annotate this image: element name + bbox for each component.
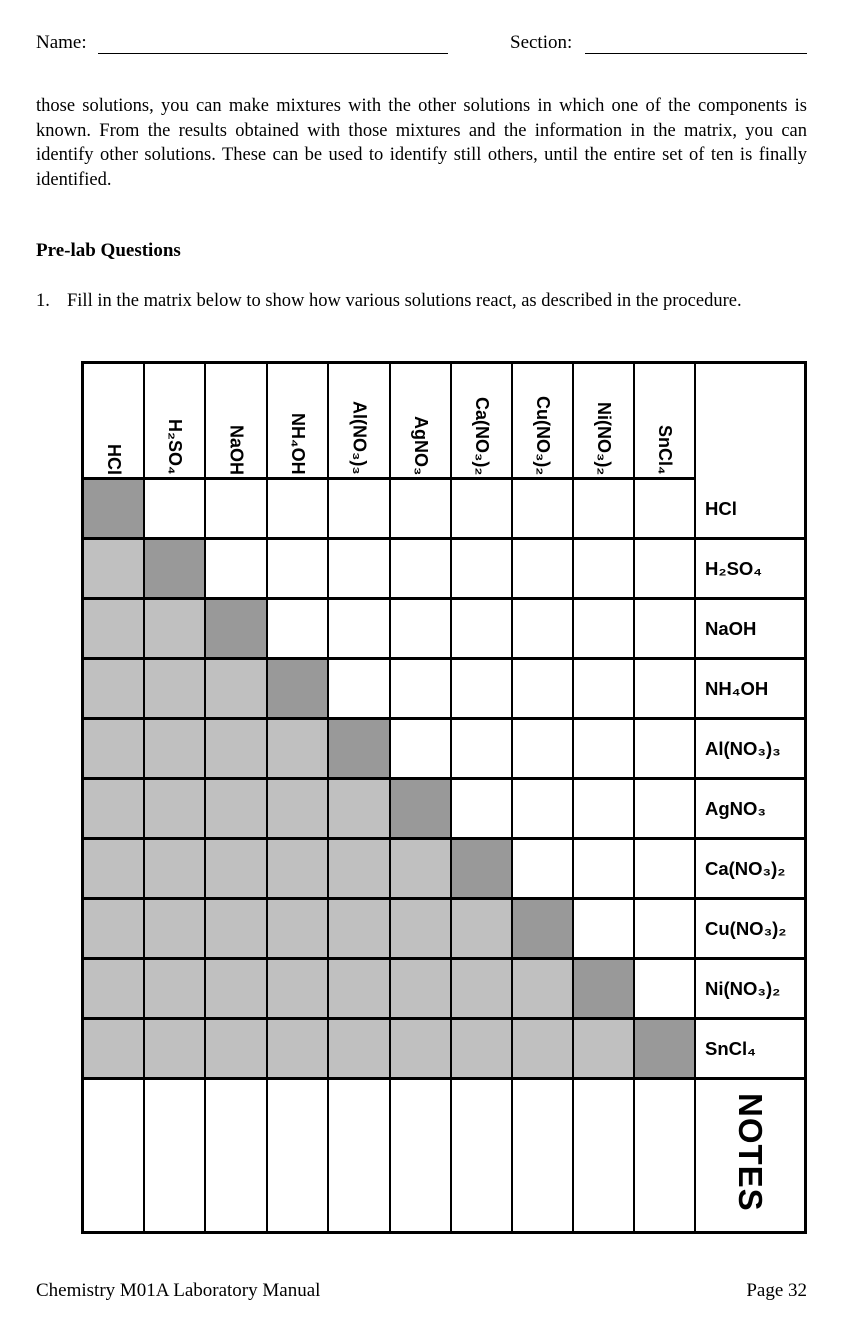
- matrix-cell[interactable]: [268, 540, 329, 600]
- matrix-cell[interactable]: [329, 660, 391, 720]
- notes-cell[interactable]: [329, 1080, 391, 1231]
- matrix-cell[interactable]: [574, 780, 635, 840]
- section-blank-line[interactable]: [585, 53, 807, 54]
- matrix-cell[interactable]: [145, 480, 206, 540]
- matrix-cell-shaded: [268, 900, 329, 960]
- matrix-cell[interactable]: [513, 480, 574, 540]
- matrix-cell[interactable]: [574, 900, 635, 960]
- matrix-cell-diagonal: [513, 900, 574, 960]
- matrix-cell[interactable]: [635, 780, 696, 840]
- matrix-cell-shaded: [206, 780, 268, 840]
- matrix-cell[interactable]: [635, 660, 696, 720]
- matrix-cell[interactable]: [391, 480, 452, 540]
- row-label: H₂SO₄: [696, 540, 804, 600]
- notes-cell[interactable]: [84, 1080, 145, 1231]
- matrix-cell-shaded: [452, 1020, 513, 1080]
- matrix-cell-diagonal: [391, 780, 452, 840]
- matrix-cell[interactable]: [391, 600, 452, 660]
- matrix-cell-shaded: [84, 960, 145, 1020]
- matrix-cell-shaded: [206, 720, 268, 780]
- notes-cell[interactable]: [452, 1080, 513, 1231]
- row-label: Ca(NO₃)₂: [696, 840, 804, 900]
- matrix-cell[interactable]: [329, 480, 391, 540]
- matrix-cell[interactable]: [635, 600, 696, 660]
- matrix-cell[interactable]: [452, 720, 513, 780]
- notes-cell[interactable]: [206, 1080, 268, 1231]
- matrix-cell-shaded: [84, 540, 145, 600]
- matrix-cell-shaded: [452, 900, 513, 960]
- column-header-label: NH₄OH: [288, 413, 308, 475]
- column-header-label: H₂SO₄: [165, 419, 185, 475]
- matrix-cell[interactable]: [268, 600, 329, 660]
- matrix-cell[interactable]: [452, 480, 513, 540]
- matrix-cell[interactable]: [452, 540, 513, 600]
- section-label: Section:: [510, 32, 573, 53]
- column-header: [329, 364, 391, 480]
- matrix-cell-shaded: [268, 960, 329, 1020]
- row-label: NH₄OH: [696, 660, 804, 720]
- notes-cell[interactable]: [268, 1080, 329, 1231]
- notes-cell[interactable]: [574, 1080, 635, 1231]
- matrix-cell-shaded: [145, 900, 206, 960]
- column-header: [145, 364, 206, 480]
- matrix-cell-diagonal: [329, 720, 391, 780]
- name-label: Name:: [36, 32, 87, 53]
- row-label: AgNO₃: [696, 780, 804, 840]
- matrix-cell[interactable]: [452, 780, 513, 840]
- matrix-cell-diagonal: [452, 840, 513, 900]
- row-label: NaOH: [696, 600, 804, 660]
- matrix-cell[interactable]: [391, 660, 452, 720]
- column-header-label: HCl: [104, 444, 124, 475]
- matrix-cell-shaded: [206, 1020, 268, 1080]
- matrix-cell-shaded: [329, 840, 391, 900]
- matrix-cell-shaded: [513, 960, 574, 1020]
- matrix-cell[interactable]: [574, 600, 635, 660]
- matrix-cell[interactable]: [391, 720, 452, 780]
- matrix-cell[interactable]: [513, 540, 574, 600]
- matrix-cell-shaded: [268, 720, 329, 780]
- section-heading: Pre-lab Questions: [36, 240, 181, 261]
- notes-cell[interactable]: [145, 1080, 206, 1231]
- matrix-cell[interactable]: [635, 540, 696, 600]
- matrix-cell-shaded: [329, 780, 391, 840]
- column-header-label: Ca(NO₃)₂: [472, 396, 492, 475]
- matrix-cell-diagonal: [574, 960, 635, 1020]
- matrix-cell-shaded: [145, 720, 206, 780]
- matrix-cell-shaded: [391, 900, 452, 960]
- matrix-cell[interactable]: [206, 480, 268, 540]
- matrix-cell[interactable]: [574, 540, 635, 600]
- column-header: [84, 364, 145, 480]
- matrix-cell[interactable]: [574, 660, 635, 720]
- matrix-cell[interactable]: [513, 780, 574, 840]
- matrix-cell-shaded: [268, 840, 329, 900]
- matrix-cell[interactable]: [635, 900, 696, 960]
- matrix-cell-diagonal: [145, 540, 206, 600]
- column-header-label: NaOH: [226, 424, 247, 475]
- matrix-cell-shaded: [145, 780, 206, 840]
- matrix-cell[interactable]: [513, 600, 574, 660]
- column-header: [574, 364, 635, 480]
- matrix-cell-shaded: [574, 1020, 635, 1080]
- matrix-cell-diagonal: [206, 600, 268, 660]
- row-label: Cu(NO₃)₂: [696, 900, 804, 960]
- matrix-cell[interactable]: [574, 720, 635, 780]
- footer-page-number: Page 32: [746, 1280, 807, 1301]
- row-label: SnCl₄: [696, 1020, 804, 1080]
- question-text: Fill in the matrix below to show how various solutions react, as described in the procedure.: [67, 291, 742, 311]
- matrix-cell[interactable]: [452, 660, 513, 720]
- matrix-cell[interactable]: [329, 600, 391, 660]
- matrix-cell-shaded: [84, 600, 145, 660]
- matrix-cell-shaded: [145, 1020, 206, 1080]
- matrix-cell-shaded: [206, 840, 268, 900]
- matrix-cell-diagonal: [84, 480, 145, 540]
- footer-manual-title: Chemistry M01A Laboratory Manual: [36, 1280, 321, 1301]
- matrix-cell-shaded: [329, 960, 391, 1020]
- matrix-cell-shaded: [391, 960, 452, 1020]
- matrix-cell[interactable]: [635, 480, 696, 540]
- row-label: HCl: [696, 480, 804, 540]
- matrix-cell[interactable]: [206, 540, 268, 600]
- matrix-cell[interactable]: [635, 960, 696, 1020]
- column-header-label: SnCl₄: [655, 425, 675, 475]
- matrix-cell-shaded: [206, 660, 268, 720]
- matrix-cell[interactable]: [513, 720, 574, 780]
- matrix-cell-shaded: [206, 960, 268, 1020]
- matrix-cell-shaded: [84, 720, 145, 780]
- row-label: Ni(NO₃)₂: [696, 960, 804, 1020]
- matrix-cell-shaded: [329, 900, 391, 960]
- column-header-label: Cu(NO₃)₂: [533, 395, 553, 475]
- matrix-cell-diagonal: [268, 660, 329, 720]
- notes-label: NOTES: [732, 1093, 769, 1212]
- column-header: [513, 364, 574, 480]
- column-header: [452, 364, 513, 480]
- notes-cell[interactable]: [635, 1080, 696, 1231]
- matrix-cell-shaded: [84, 1020, 145, 1080]
- matrix-cell-shaded: [513, 1020, 574, 1080]
- matrix-cell-shaded: [268, 1020, 329, 1080]
- name-blank-line[interactable]: [98, 53, 448, 54]
- notes-cell[interactable]: [513, 1080, 574, 1231]
- matrix-cell-shaded: [145, 600, 206, 660]
- notes-label-cell: [696, 1077, 804, 1231]
- column-header-label: Ni(NO₃)₂: [594, 401, 614, 475]
- matrix-cell[interactable]: [513, 660, 574, 720]
- notes-cell[interactable]: [391, 1080, 452, 1231]
- question-number: 1.: [36, 291, 50, 311]
- matrix-cell-shaded: [391, 840, 452, 900]
- column-header: [635, 364, 696, 480]
- matrix-cell[interactable]: [452, 600, 513, 660]
- matrix-cell[interactable]: [513, 840, 574, 900]
- matrix-cell[interactable]: [329, 540, 391, 600]
- reaction-matrix: [81, 361, 807, 1234]
- column-header-label: AgNO₃: [411, 415, 431, 475]
- intro-paragraph: those solutions, you can make mixtures with the other solutions in which one of the components is known. From the results obtained with those mixtures and the information in the matrix, you can identify other solutions. These can be used to identify still others, until the entire set of ten is finally identified.: [36, 96, 807, 190]
- column-header: [268, 364, 329, 480]
- matrix-cell-shaded: [145, 660, 206, 720]
- matrix-cell-diagonal: [635, 1020, 696, 1080]
- matrix-cell-shaded: [84, 780, 145, 840]
- matrix-cell-shaded: [84, 840, 145, 900]
- column-header: [206, 364, 268, 480]
- matrix-cell[interactable]: [391, 540, 452, 600]
- matrix-cell[interactable]: [635, 840, 696, 900]
- matrix-cell-shaded: [206, 900, 268, 960]
- matrix-cell-shaded: [84, 660, 145, 720]
- column-header: [391, 364, 452, 480]
- column-header-label: Al(NO₃)₃: [349, 401, 370, 475]
- matrix-cell-shaded: [145, 840, 206, 900]
- matrix-cell-shaded: [145, 960, 206, 1020]
- matrix-cell[interactable]: [635, 720, 696, 780]
- matrix-cell-shaded: [391, 1020, 452, 1080]
- matrix-cell-shaded: [84, 900, 145, 960]
- row-label: Al(NO₃)₃: [696, 720, 804, 780]
- matrix-cell[interactable]: [574, 480, 635, 540]
- matrix-cell-shaded: [268, 780, 329, 840]
- matrix-cell-shaded: [329, 1020, 391, 1080]
- matrix-cell[interactable]: [574, 840, 635, 900]
- matrix-cell-shaded: [452, 960, 513, 1020]
- matrix-cell[interactable]: [268, 480, 329, 540]
